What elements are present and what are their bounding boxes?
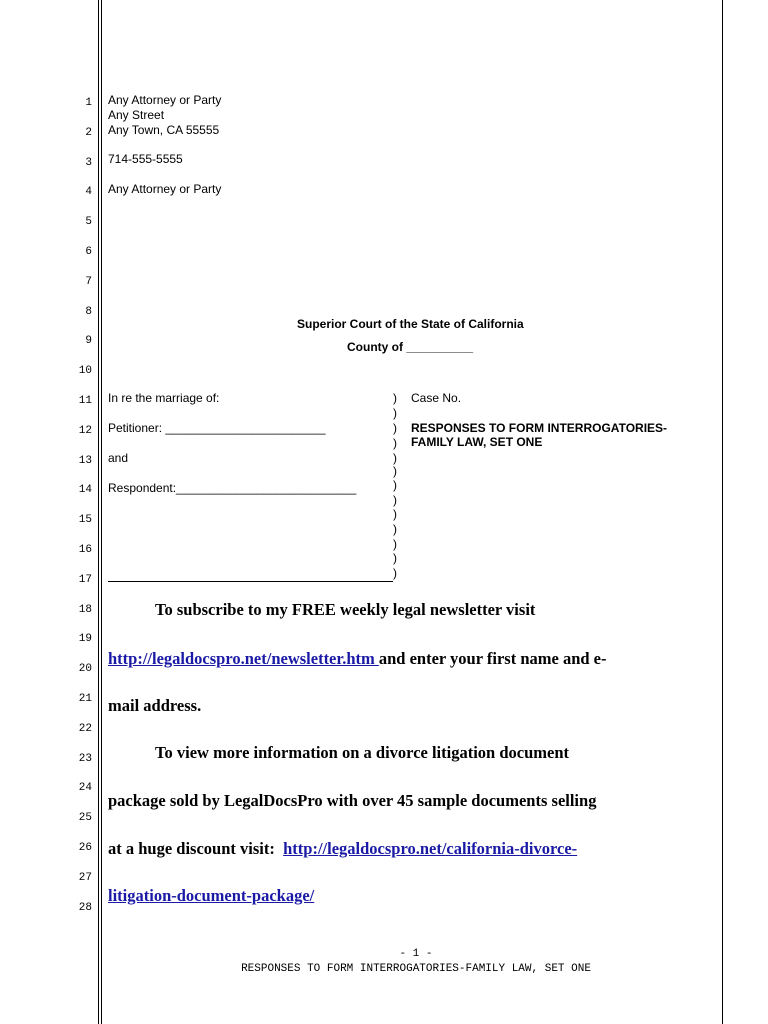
line-number: 11	[78, 395, 92, 407]
line-number: 20	[78, 663, 92, 676]
caption-paren: )	[393, 537, 397, 551]
line-number: 27	[78, 871, 92, 884]
line-number: 22	[78, 722, 92, 735]
body-p2-line4	[108, 886, 314, 906]
line-number: 21	[78, 693, 92, 705]
line-number: 26	[78, 842, 92, 854]
caption-paren: )	[393, 493, 397, 507]
body-p2-line1: To view more information on a divorce litigation document	[155, 743, 570, 762]
right-margin-rule-lower	[722, 255, 723, 1024]
body-p2-line2: package sold by LegalDocsPro with over 45 sample documents selling	[108, 791, 597, 810]
attorney-for: Any Attorney or Party	[108, 182, 222, 196]
caption-paren: )	[393, 391, 397, 405]
left-margin-rule-outer	[98, 0, 99, 1024]
line-number: 1	[85, 97, 92, 109]
body-p1-end: mail address.	[108, 696, 202, 715]
caption-petitioner: Petitioner: ________________________	[108, 421, 326, 435]
line-number: 2	[85, 126, 92, 139]
line-number: 25	[78, 812, 92, 825]
attorney-street: Any Street	[108, 108, 165, 122]
body-p1-intro: To subscribe to my FREE weekly legal newsletter visit	[155, 600, 536, 619]
attorney-city: Any Town, CA 55555	[108, 123, 220, 137]
caption-and: and	[108, 451, 129, 465]
line-number: 17	[78, 573, 92, 586]
caption-paren: )	[393, 522, 397, 536]
caption-paren: )	[393, 436, 397, 450]
line-number: 19	[78, 633, 92, 646]
line-number: 24	[78, 782, 92, 795]
body-p2-line3	[108, 839, 577, 859]
line-number: 3	[85, 156, 92, 169]
line-number: 13	[78, 454, 92, 467]
caption-paren: )	[393, 451, 397, 465]
body-p1-rest: and enter your first name and e-	[378, 649, 607, 668]
caption-paren: )	[393, 421, 397, 435]
caption-paren: )	[393, 566, 397, 580]
newsletter-link[interactable]: http://legaldocspro.net/newsletter.htm	[108, 649, 379, 668]
court-county: County of __________	[347, 340, 474, 354]
line-number: 14	[78, 484, 92, 497]
line-number: 5	[85, 216, 92, 229]
line-number: 6	[85, 246, 92, 258]
caption-paren: )	[393, 406, 397, 420]
left-margin-rule-inner	[101, 0, 102, 1024]
caption-paren: )	[393, 478, 397, 492]
line-number: 10	[78, 365, 92, 378]
caption-paren: )	[393, 464, 397, 478]
footer-page-number: - 1 -	[399, 948, 433, 960]
line-number: 23	[78, 752, 92, 765]
caption-paren: )	[393, 507, 397, 521]
attorney-phone: 714-555-5555	[108, 152, 183, 166]
caption-bottom-rule	[108, 581, 393, 582]
caption-respondent: Respondent:___________________________	[108, 481, 357, 495]
document-title-line1: RESPONSES TO FORM INTERROGATORIES-	[411, 421, 668, 435]
line-number: 9	[85, 335, 92, 348]
divorce-package-link-part2[interactable]: litigation-document-package/	[108, 886, 315, 905]
line-number: 18	[78, 603, 92, 616]
line-number: 4	[85, 186, 92, 199]
line-number: 7	[85, 275, 92, 288]
caption-paren: )	[393, 551, 397, 565]
case-number-label: Case No.	[411, 391, 462, 405]
divorce-package-link-part1[interactable]: http://legaldocspro.net/california-divorce-	[283, 839, 578, 858]
line-number: 16	[78, 544, 92, 556]
footer-document-title: RESPONSES TO FORM INTERROGATORIES-FAMILY LAW, SET ONE	[241, 963, 591, 975]
attorney-name: Any Attorney or Party	[108, 93, 222, 107]
document-title-line2: FAMILY LAW, SET ONE	[411, 435, 543, 449]
body-p1-line2	[108, 649, 607, 669]
line-number: 28	[78, 901, 92, 914]
line-number: 12	[78, 424, 92, 437]
court-name: Superior Court of the State of California	[297, 317, 524, 331]
line-number: 8	[85, 305, 92, 318]
caption-in-re: In re the marriage of:	[108, 391, 220, 405]
line-number: 15	[78, 514, 92, 527]
body-p2-line3-text: at a huge discount visit:	[108, 839, 284, 858]
